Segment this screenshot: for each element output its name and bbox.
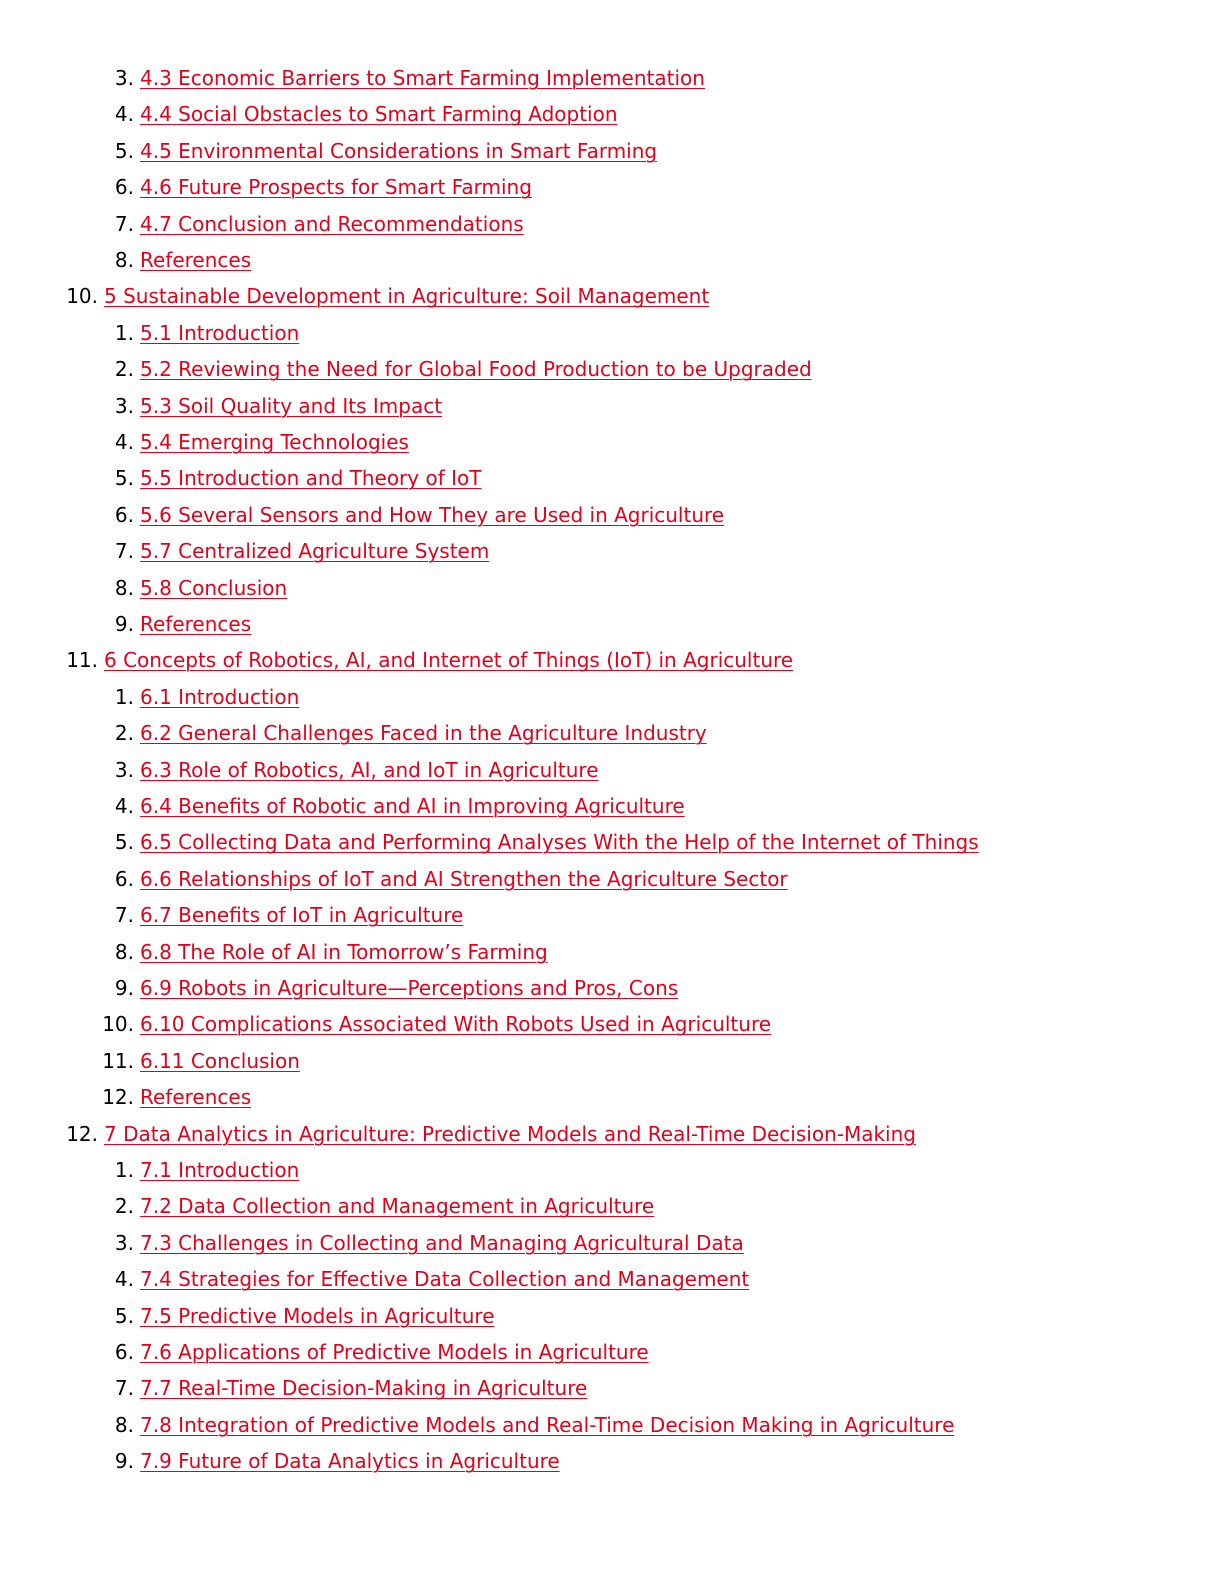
toc-entry-number: 6. xyxy=(114,866,134,891)
toc-section-entry xyxy=(0,63,1224,93)
toc-chapter-entry xyxy=(0,1119,1224,1149)
toc-entry-number: 5. xyxy=(114,138,134,163)
toc-entry-number: 3. xyxy=(114,1230,134,1255)
toc-entry-number: 9. xyxy=(114,976,134,1000)
toc-entry-link[interactable]: 5.7 Centralized Agriculture System xyxy=(140,539,490,564)
toc-section-entry xyxy=(0,1373,1224,1403)
toc-section-entry xyxy=(0,1228,1224,1258)
toc-entry-number: 2. xyxy=(114,357,134,382)
toc-entry-number: 3. xyxy=(114,757,134,782)
toc-entry-number: 12. xyxy=(102,1085,134,1110)
toc-entry-number: 6. xyxy=(114,502,134,527)
toc-entry-link[interactable]: 6.8 The Role of AI in Tomorrow’s Farming xyxy=(140,939,548,964)
toc-entry-number: 1. xyxy=(114,1158,134,1182)
toc-entry-number: 7. xyxy=(114,539,134,564)
toc-section-entry xyxy=(0,718,1224,748)
toc-section-entry xyxy=(0,573,1224,603)
toc-section-entry xyxy=(0,536,1224,566)
toc-entry-link[interactable]: 5.5 Introduction and Theory of IoT xyxy=(140,466,482,491)
toc-entry-link[interactable]: 6.3 Role of Robotics, AI, and IoT in Agriculture xyxy=(140,757,599,782)
toc-section-entry xyxy=(0,1337,1224,1367)
toc-entry-number: 5. xyxy=(114,1303,134,1328)
toc-section-entry xyxy=(0,99,1224,129)
toc-entry-number: 2. xyxy=(114,721,134,746)
toc-section-entry xyxy=(0,1046,1224,1076)
toc-chapter-entry xyxy=(0,281,1224,311)
toc-entry-number: 8. xyxy=(114,248,134,272)
toc-section-entry xyxy=(0,209,1224,239)
toc-entry-number: 8. xyxy=(114,1412,134,1437)
toc-entry-link[interactable]: References xyxy=(140,612,252,636)
toc-section-entry xyxy=(0,791,1224,821)
toc-entry-number: 2. xyxy=(114,1194,134,1219)
toc-entry-link[interactable]: 6.11 Conclusion xyxy=(140,1048,300,1073)
toc-entry-number: 4. xyxy=(114,430,134,454)
toc-entry-number: 4. xyxy=(114,102,134,127)
toc-entry-number: 4. xyxy=(114,794,134,818)
toc-entry-number: 8. xyxy=(114,575,134,600)
toc-entry-link[interactable]: 4.4 Social Obstacles to Smart Farming Adoption xyxy=(140,102,618,127)
toc-section-entry xyxy=(0,318,1224,348)
toc-entry-number: 1. xyxy=(114,320,134,345)
toc-entry-number: 11. xyxy=(102,1048,134,1073)
toc-section-entry xyxy=(0,937,1224,967)
toc-entry-link[interactable]: 5.3 Soil Quality and Its Impact xyxy=(140,393,443,418)
toc-entry-number: 9. xyxy=(114,1449,134,1474)
toc-entry-number: 9. xyxy=(114,612,134,636)
toc-section-entry xyxy=(0,864,1224,894)
toc-entry-number: 1. xyxy=(114,684,134,709)
toc-section-entry xyxy=(0,609,1224,639)
toc-entry-link[interactable]: 5 Sustainable Development in Agriculture: Soil Management xyxy=(104,284,710,309)
toc-section-entry xyxy=(0,755,1224,785)
toc-entry-link[interactable]: 5.8 Conclusion xyxy=(140,575,288,600)
toc-entry-link[interactable]: 5.6 Several Sensors and How They are Used in Agriculture xyxy=(140,502,725,527)
toc-section-entry xyxy=(0,391,1224,421)
toc-entry-number: 4. xyxy=(114,1267,134,1292)
toc-entry-link[interactable]: 7.4 Strategies for Effective Data Collection and Management xyxy=(140,1267,750,1292)
toc-entry-link[interactable]: 5.2 Reviewing the Need for Global Food Production to be Upgraded xyxy=(140,357,812,382)
toc-entry-link[interactable]: 7 Data Analytics in Agriculture: Predictive Models and Real-Time Decision-Making xyxy=(104,1121,916,1146)
toc-entry-number: 3. xyxy=(114,66,134,90)
toc-section-entry xyxy=(0,900,1224,930)
toc-entry-number: 7. xyxy=(114,211,134,236)
toc-entry-number: 5. xyxy=(114,466,134,491)
toc-section-entry xyxy=(0,354,1224,384)
toc-entry-link[interactable]: 4.7 Conclusion and Recommendations xyxy=(140,211,524,236)
toc-entry-link[interactable]: 5.4 Emerging Technologies xyxy=(140,430,409,454)
toc-section-entry xyxy=(0,1446,1224,1476)
toc-section-entry xyxy=(0,827,1224,857)
toc-entry-link[interactable]: 7.3 Challenges in Collecting and Managing Agricultural Data xyxy=(140,1230,744,1255)
toc-entry-link[interactable]: 4.3 Economic Barriers to Smart Farming Implementation xyxy=(140,66,705,90)
toc-entry-number: 7. xyxy=(114,903,134,928)
toc-section-entry xyxy=(0,136,1224,166)
toc-entry-number: 7. xyxy=(114,1376,134,1401)
toc-section-entry xyxy=(0,1410,1224,1440)
toc-entry-number: 8. xyxy=(114,939,134,964)
toc-entry-link[interactable]: References xyxy=(140,248,252,272)
toc-section-entry xyxy=(0,245,1224,275)
toc-entry-link[interactable]: 4.5 Environmental Considerations in Smart Farming xyxy=(140,138,658,163)
toc-chapter-entry xyxy=(0,645,1224,675)
toc-entry-link[interactable]: 7.8 Integration of Predictive Models and Real-Time Decision Making in Agriculture xyxy=(140,1412,955,1437)
toc-section-entry xyxy=(0,427,1224,457)
toc-entry-number: 10. xyxy=(66,284,98,309)
toc-entry-link[interactable]: 6.2 General Challenges Faced in the Agriculture Industry xyxy=(140,721,707,746)
toc-entry-link[interactable]: 7.2 Data Collection and Management in Agriculture xyxy=(140,1194,655,1219)
toc-entry-link[interactable]: 6.5 Collecting Data and Performing Analyses With the Help of the Internet of Things xyxy=(140,830,979,855)
toc-entry-number: 6. xyxy=(114,1340,134,1364)
toc-entry-link[interactable]: 4.6 Future Prospects for Smart Farming xyxy=(140,175,532,200)
toc-section-entry xyxy=(0,973,1224,1003)
toc-entry-number: 5. xyxy=(114,830,134,855)
toc-section-entry xyxy=(0,1191,1224,1221)
toc-entry-number: 10. xyxy=(102,1012,134,1037)
toc-entry-link[interactable]: 5.1 Introduction xyxy=(140,320,300,345)
toc-entry-link[interactable]: 7.5 Predictive Models in Agriculture xyxy=(140,1303,495,1328)
toc-entry-link[interactable]: 6 Concepts of Robotics, AI, and Internet of Things (IoT) in Agriculture xyxy=(104,648,794,673)
toc-entry-number: 6. xyxy=(114,175,134,200)
toc-entry-number: 11. xyxy=(66,648,98,673)
toc-section-entry xyxy=(0,500,1224,530)
toc-section-entry xyxy=(0,1082,1224,1112)
toc-section-entry xyxy=(0,682,1224,712)
toc-entry-link[interactable]: 6.10 Complications Associated With Robots Used in Agriculture xyxy=(140,1012,772,1037)
toc-section-entry xyxy=(0,1264,1224,1294)
toc-section-entry xyxy=(0,172,1224,202)
toc-entry-link[interactable]: 6.7 Benefits of IoT in Agriculture xyxy=(140,903,464,928)
toc-entry-link[interactable]: 6.9 Robots in Agriculture—Perceptions and Pros, Cons xyxy=(140,976,679,1000)
toc-section-entry xyxy=(0,1009,1224,1039)
toc-entry-link[interactable]: 7.6 Applications of Predictive Models in Agriculture xyxy=(140,1340,649,1364)
toc-entry-link[interactable]: 7.7 Real-Time Decision-Making in Agriculture xyxy=(140,1376,588,1401)
toc-entry-link[interactable]: 6.6 Relationships of IoT and AI Strengthen the Agriculture Sector xyxy=(140,866,788,891)
toc-entry-link[interactable]: 7.1 Introduction xyxy=(140,1158,300,1182)
toc-entry-link[interactable]: References xyxy=(140,1085,252,1110)
toc-section-entry xyxy=(0,463,1224,493)
toc-entry-number: 3. xyxy=(114,393,134,418)
toc-entry-number: 12. xyxy=(66,1121,98,1146)
toc-entry-link[interactable]: 7.9 Future of Data Analytics in Agriculture xyxy=(140,1449,560,1474)
toc-entry-link[interactable]: 6.4 Benefits of Robotic and AI in Improving Agriculture xyxy=(140,794,685,818)
toc-section-entry xyxy=(0,1301,1224,1331)
toc-entry-link[interactable]: 6.1 Introduction xyxy=(140,684,300,709)
toc-section-entry xyxy=(0,1155,1224,1185)
